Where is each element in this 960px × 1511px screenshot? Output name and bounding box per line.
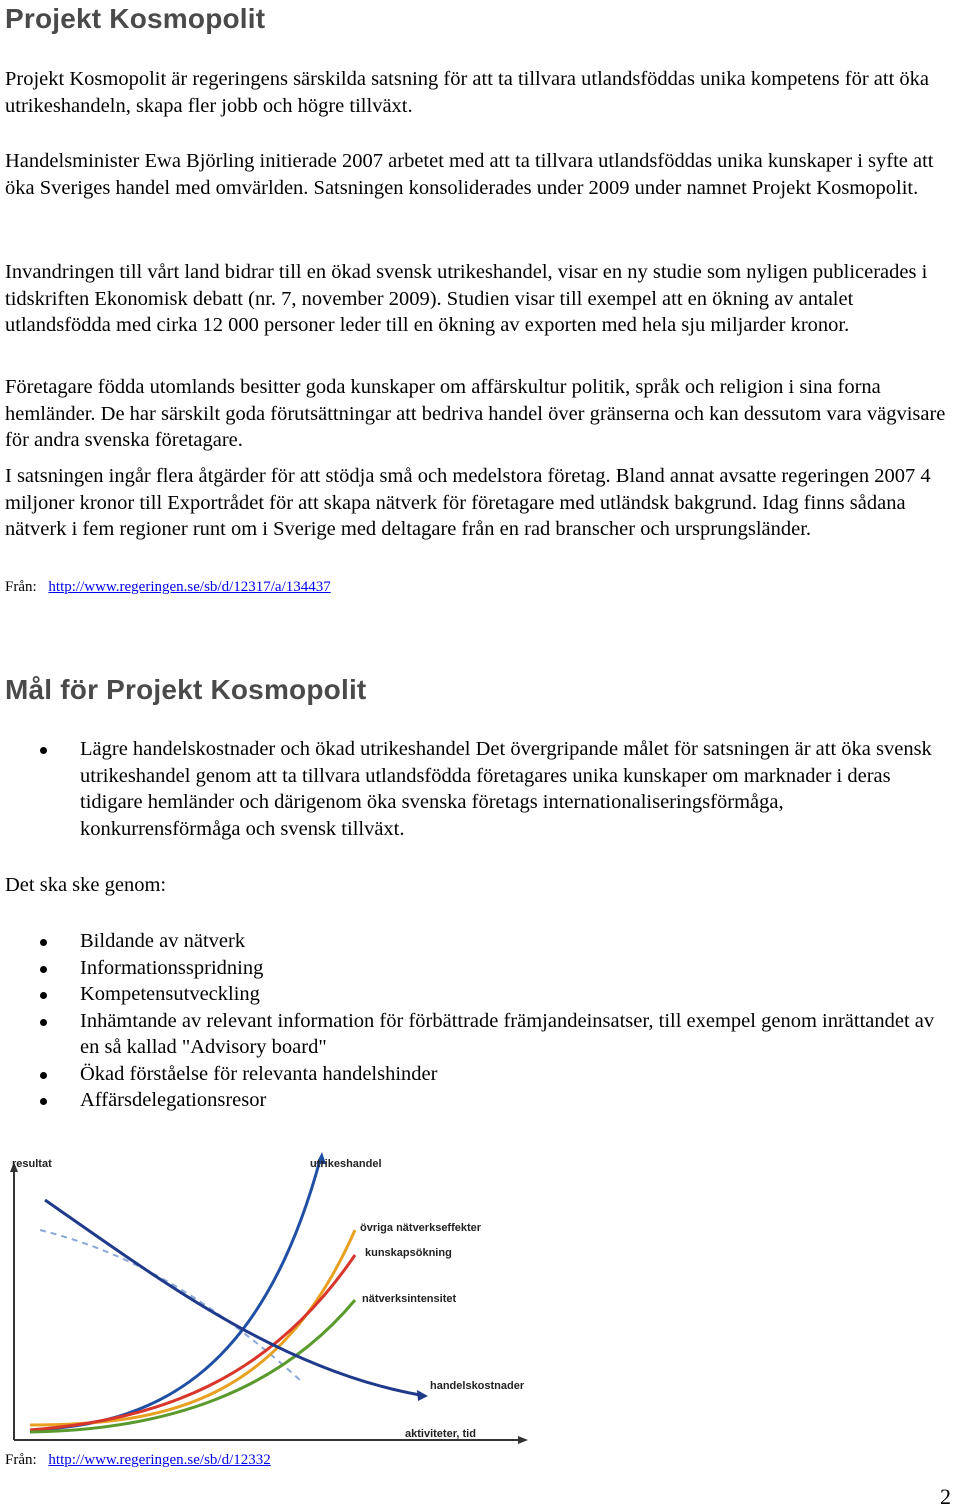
means-text: Informationsspridning xyxy=(80,956,264,979)
means-text: Affärsdelegationsresor xyxy=(80,1089,267,1111)
bullet-icon xyxy=(40,939,47,946)
means-text: Inhämtande av relevant information för förbättrade främjandeinsatser, till exempel genom inrättandet av en så kallad "Advisory board" xyxy=(80,1009,935,1058)
source-link-1[interactable]: http://www.regeringen.se/sb/d/12317/a/134437 xyxy=(48,579,331,595)
goal-text: Lägre handelskostnader och ökad utrikeshandel Det övergripande målet för satsningen är att öka svensk utrikeshandel genom att ta tillvara utlandsfödda företagares unika kunskaper om marknader i deras tidigare hemländer och därigenom öka svenska företags internationaliseringsförmåga, konkurrensförmåga och svensk tillväxt. xyxy=(80,738,932,840)
label-natverk: nätverksintensitet xyxy=(362,1293,457,1305)
list-item xyxy=(0,1061,945,1088)
y-axis-label: resultat xyxy=(12,1158,52,1170)
curve-kunskap xyxy=(30,1255,355,1430)
bullet-icon xyxy=(40,966,47,973)
page-title: Projekt Kosmopolit xyxy=(5,3,266,34)
x-axis-label: aktiviteter, tid xyxy=(405,1428,476,1440)
label-kunskap: kunskapsökning xyxy=(365,1247,452,1259)
list-item xyxy=(0,1087,945,1114)
means-text: Kompetensutveckling xyxy=(80,983,260,1005)
goals-heading: Mål för Projekt Kosmopolit xyxy=(5,674,367,705)
entrepreneurs-paragraph: Företagare födda utomlands besitter goda kunskaper om affärskultur politik, språk och religion i sina forna hemländer. De har särskilt goda förutsättningar att bedriva handel över gränserna och kan dessutom vara vägvisare för andra svenska företagare. xyxy=(5,376,946,451)
measures-paragraph: I satsningen ingår flera åtgärder för att stödja små och medelstora företag. Bland annat avsatte regeringen 2007 4 miljoner kronor till Exportrådet för att skapa nätverk för företagare med utländsk bakgrund. Idag finns sådana nätverk i fem regioner runt om i Sverige med deltagare från en rad branscher och ursprungsländer. xyxy=(5,465,931,540)
means-list xyxy=(0,928,945,1114)
study-paragraph: Invandringen till vårt land bidrar till en ökad svensk utrikeshandel, visar en ny studie som nyligen publicerades i tidskriften Ekonomisk debatt (nr. 7, november 2009). Studien visar till exempel att en ökning av antalet utlandsfödda med cirka 12 000 personer leder till en ökning av exporten med hela sju miljarder kronor. xyxy=(5,261,928,336)
source-citation-1 xyxy=(5,577,331,597)
source-citation-2 xyxy=(5,1450,271,1470)
bullet-icon xyxy=(40,1019,47,1026)
curve-natverk xyxy=(30,1300,355,1432)
curve-utrikeshandel xyxy=(30,1160,320,1430)
source-label: Från: xyxy=(5,579,37,595)
label-ovriga: övriga nätverkseffekter xyxy=(360,1222,482,1234)
source-label: Från: xyxy=(5,1452,37,1468)
list-item xyxy=(0,981,945,1008)
curve-ovriga xyxy=(30,1230,355,1425)
source-link-2[interactable]: http://www.regeringen.se/sb/d/12332 xyxy=(48,1452,271,1468)
page-number: 2 xyxy=(940,1484,951,1509)
means-text: Ökad förståelse för relevanta handelshinder xyxy=(80,1062,438,1085)
list-item xyxy=(0,1008,945,1061)
bullet-icon xyxy=(40,992,47,999)
curve-handelskostnader-arrow-icon xyxy=(417,1390,428,1401)
intro-paragraph: Projekt Kosmopolit är regeringens särskilda satsning för att ta tillvara utlandsföddas unika kompetens för att öka utrikeshandeln, skapa fler jobb och högre tillväxt. xyxy=(5,68,929,117)
effects-diagram xyxy=(0,1140,560,1450)
bullet-icon xyxy=(40,747,47,754)
list-item xyxy=(0,736,945,842)
goals-list xyxy=(0,736,945,842)
list-item xyxy=(0,928,945,955)
means-lead: Det ska ske genom: xyxy=(5,874,167,896)
x-axis-arrow-icon xyxy=(518,1436,528,1444)
list-item xyxy=(0,955,945,982)
bullet-icon xyxy=(40,1072,47,1079)
bullet-icon xyxy=(40,1098,47,1105)
label-handelskostnader: handelskostnader xyxy=(430,1380,525,1392)
means-text: Bildande av nätverk xyxy=(80,930,246,952)
label-utrikeshandel: utrikeshandel xyxy=(310,1158,382,1170)
background-paragraph: Handelsminister Ewa Björling initierade 2007 arbetet med att ta tillvara utlandsföddas unika kunskaper i syfte att öka Sveriges handel med omvärlden. Satsningen konsoliderades under 2009 under namnet Projekt Kosmopolit. xyxy=(5,150,934,199)
